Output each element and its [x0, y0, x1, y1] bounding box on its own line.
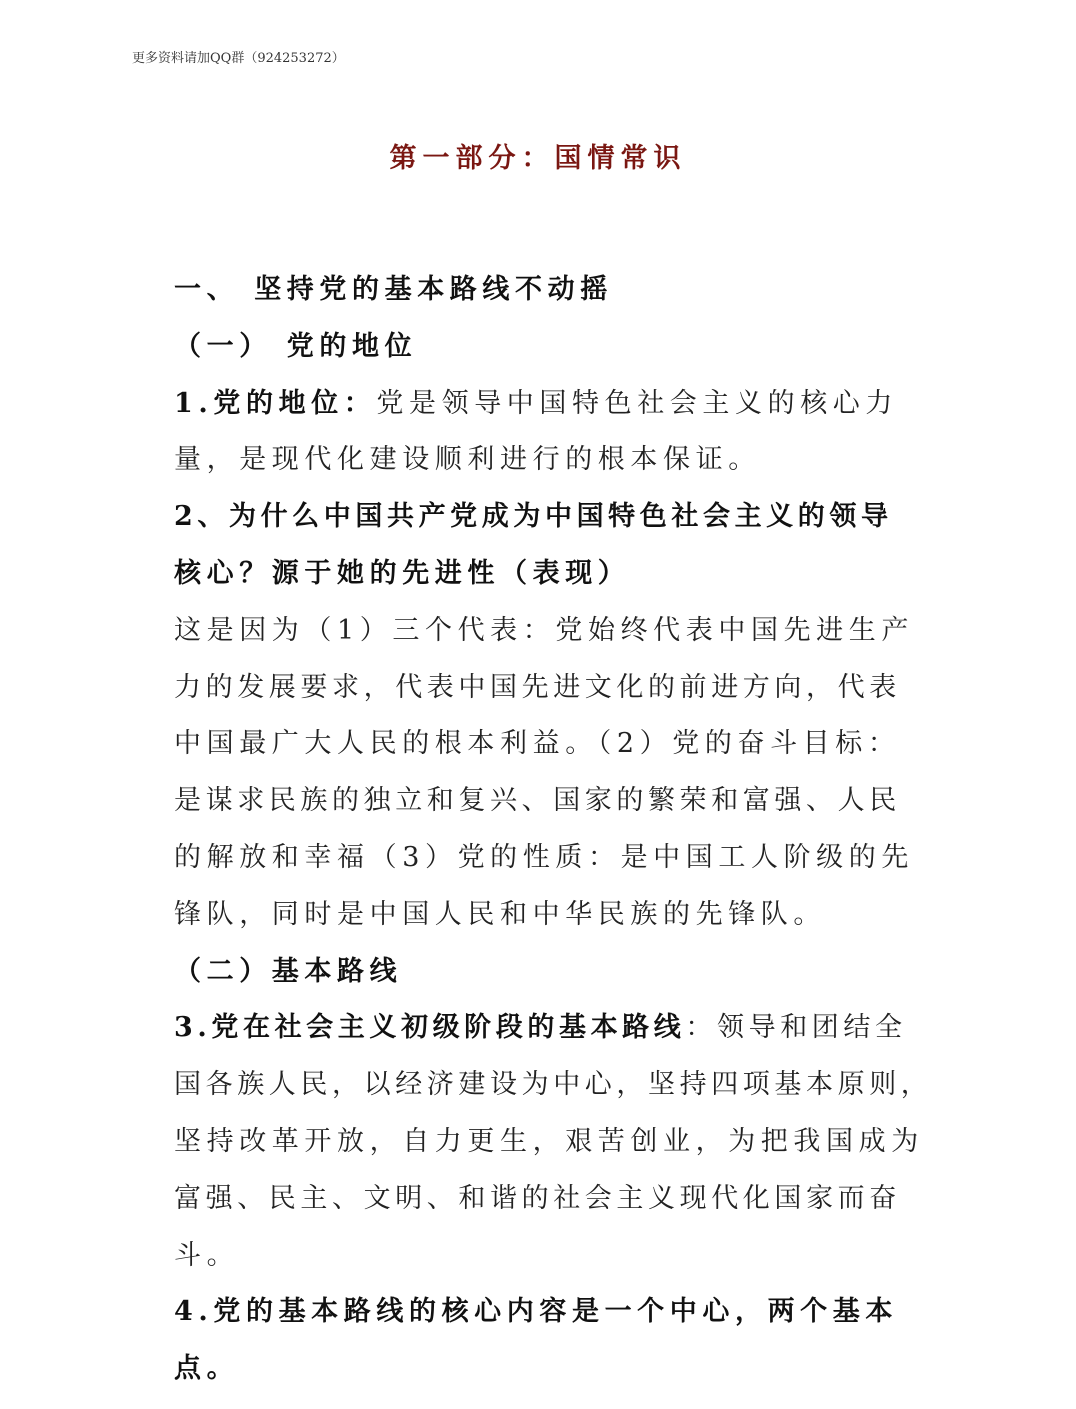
document-body — [174, 262, 934, 1398]
item-heading: 点。 — [174, 1353, 240, 1385]
paragraph-line: 的解放和幸福（3）党的性质：是中国工人阶级的先 — [174, 841, 914, 873]
paragraph-line: 中国最广大人民的根本利益。（2）党的奋斗目标： — [174, 728, 901, 760]
item-heading: 4.党的基本路线的核心内容是一个中心，两个基本 — [174, 1296, 898, 1328]
paragraph-line: 斗。 — [174, 1239, 240, 1271]
paragraph-line — [174, 1000, 934, 1057]
paragraph-line: 力的发展要求，代表中国先进文化的前进方向，代表 — [174, 671, 901, 703]
paragraph-line — [174, 376, 934, 433]
header-note: 更多资料请加QQ群（924253272） — [132, 51, 345, 66]
paragraph-line: 锋队，同时是中国人民和中华民族的先锋队。 — [174, 898, 826, 930]
paragraph-line: 国各族人民，以经济建设为中心，坚持四项基本原则， — [174, 1069, 933, 1101]
item-text: 党是领导中国特色社会主义的核心力 — [376, 387, 898, 419]
page-title: 第一部分：国情常识 — [389, 143, 687, 174]
paragraph-line: 量，是现代化建设顺利进行的根本保证。 — [174, 444, 761, 476]
paragraph-line: 富强、民主、文明、和谐的社会主义现代化国家而奋 — [174, 1182, 901, 1214]
item-label: 1.党的地位： — [174, 387, 377, 419]
section-heading-1: 一、 坚持党的基本路线不动摇 — [174, 274, 613, 305]
item-heading: 核心？源于她的先进性（表现） — [174, 557, 631, 589]
paragraph-line: 是谋求民族的独立和复兴、国家的繁荣和富强、人民 — [174, 785, 901, 817]
item-text: ：领导和团结全 — [685, 1012, 907, 1044]
subsection-heading-1: （一） 党的地位 — [174, 330, 418, 362]
subsection-heading-2: （二）基本路线 — [174, 955, 403, 987]
paragraph-line: 这是因为（1）三个代表：党始终代表中国先进生产 — [174, 614, 914, 646]
item-label: 3.党在社会主义初级阶段的基本路线 — [174, 1012, 686, 1044]
item-heading: 2、为什么中国共产党成为中国特色社会主义的领导 — [174, 501, 893, 533]
paragraph-line: 坚持改革开放，自力更生，艰苦创业，为把我国成为 — [174, 1125, 924, 1157]
